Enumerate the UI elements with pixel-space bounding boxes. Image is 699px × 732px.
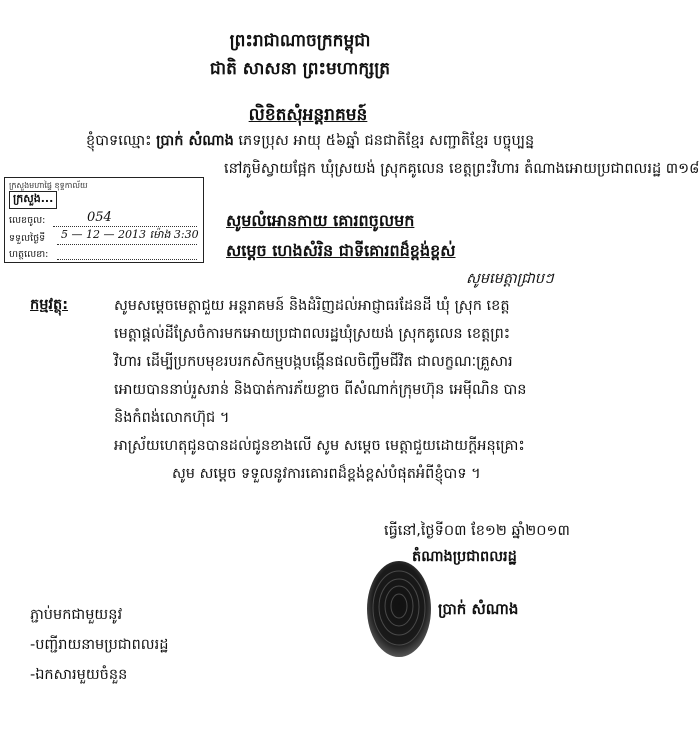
respect-line: សូមមេត្តាជ្រាបៗ	[466, 271, 554, 287]
stamp-number-label: លេខចូល:	[9, 215, 46, 226]
attachment-item: -បញ្ជីរាយនាមប្រជាពលរដ្ឋ	[30, 637, 169, 653]
closing-line-1: អាស្រ័យហេតុជូនបានដល់ជូនខាងលើ សូម សម្តេច មេត្តាជួយដោយក្តីអនុគ្រោះ	[114, 438, 525, 454]
subject-line: និងកំពង់លោកហ៊ុជ ។	[114, 410, 230, 426]
date-line: ធ្វើនៅ,ថ្ងៃទី០៣ ខែ១២ ឆ្នាំ២០១៣	[384, 523, 570, 539]
signer-name: ប្រាក់ សំណាង	[438, 600, 519, 618]
intro-line-2: នៅភូមិស្វាយផ្អែក ឃុំស្រយង់ ស្រុកគូលេន ខេត្តព្រះវិហារ តំណាងអោយប្រជាពលរដ្ឋ ៣១៨	[224, 161, 699, 177]
closing-line-2: សូម សម្តេច ទទួលនូវការគោរពដ៏ខ្ពង់ខ្ពស់បំផុតអំពីខ្ញុំបាទ ។	[172, 466, 481, 482]
stamp-signature-label: ហត្ថលេខា:	[9, 249, 49, 260]
stamp-date-label: ទទួលថ្ងៃទី	[9, 233, 46, 244]
attachment-item: -ឯកសារមួយចំនួន	[30, 667, 128, 683]
stamp-header: ក្រសួងមហាផ្ទៃ ខុទ្ទកាល័យ	[9, 181, 88, 190]
attachments-title: ភ្ជាប់មកជាមួយនូវ	[30, 607, 123, 623]
received-stamp	[4, 177, 204, 263]
subject-line: អោយបាននាប់រួសរាន់ និងបាត់ការភ័យខ្លាច ពីសំណាក់ក្រុមហ៊ុន អេម៉ីណិន បាន	[114, 382, 527, 398]
stamp-title: ក្រសួង...	[9, 191, 57, 209]
intro-rest: ភេទប្រុស អាយុ ៥៦ឆ្នាំ ជនជាតិខ្មែរ សញ្ជាតិខ្មែរ បច្ចុប្បន្ន	[238, 133, 535, 149]
stamp-number-value: 054	[87, 210, 112, 225]
subject-line: សូមសម្តេចមេត្តាជួយ អន្តរាគមន៍ និងដំរិញដល់អាជ្ញាធរដែនដី ឃុំ ស្រុក ខេត្ត	[114, 298, 510, 314]
subject-line: វិហារ ដើម្បីប្រកបមុខរបរកសិកម្មបង្កបង្កើនផលចិញ្ចឹមជីវិត ជាលក្ខណៈគ្រួសារ	[114, 354, 513, 370]
applicant-name: ប្រាក់ សំណាង	[156, 133, 234, 149]
kingdom-heading: ព្រះរាជាណាចក្រកម្ពុជា	[229, 31, 371, 51]
intro-line-1	[86, 132, 534, 153]
subject-label: កម្មវត្ថុ:	[30, 297, 69, 313]
signer-role: តំណាងប្រជាពលរដ្ឋ	[412, 549, 517, 565]
thumbprint-mark	[364, 558, 434, 660]
recipient-line-2: សម្តេច ហេងសំរិន ជាទីគោរពដ៏ខ្ពង់ខ្ពស់	[226, 241, 456, 260]
subject-line: មេត្តាផ្តល់ដីស្រែចំការមកអោយប្រជាពលរដ្ឋឃុំស្រយង់ ស្រុកគូលេន ខេត្តព្រះ	[114, 326, 511, 342]
stamp-date-value: 5 — 12 — 2013 ម៉ោង 3:30	[61, 228, 199, 241]
national-motto: ជាតិ សាសនា ព្រះមហាក្សត្រ	[209, 59, 391, 79]
recipient-line-1: សូមលំអោនកាយ គោរពចូលមក	[226, 211, 415, 230]
intro-prefix: ខ្ញុំបាទឈ្មោះ	[86, 133, 152, 149]
letter-title: លិខិតសុំអន្តរាគមន៍	[248, 105, 368, 125]
